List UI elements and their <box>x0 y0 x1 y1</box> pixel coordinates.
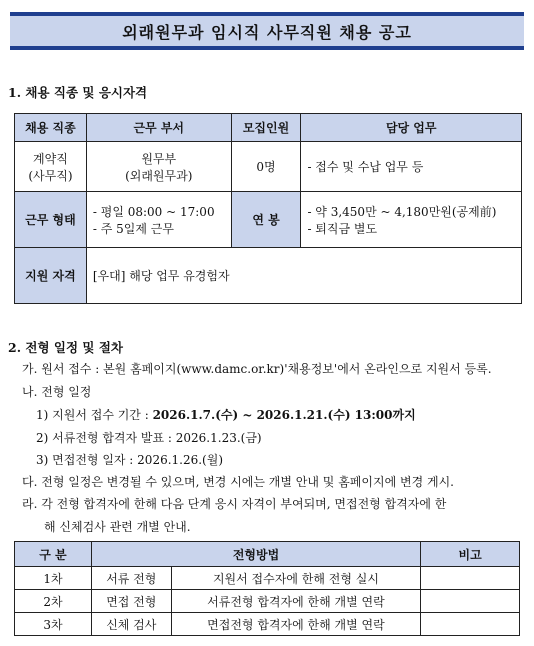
table-row <box>15 590 520 613</box>
schedule-item-1 <box>36 406 416 423</box>
header-count: 모집인원 <box>231 114 301 142</box>
note-cell <box>421 590 520 613</box>
stage-cell: 2차 <box>15 590 92 613</box>
schedule-item-1-date: 2026.1.7.(수) ~ 2026.1.21.(수) 13:00까지 <box>152 408 416 422</box>
header-dept: 근무 부서 <box>86 114 231 142</box>
header-method: 전형방법 <box>91 542 420 567</box>
job-cell <box>15 142 87 192</box>
salary-cell <box>301 192 522 248</box>
salary-line: - 퇴직금 별도 <box>307 221 378 236</box>
stage-cell: 1차 <box>15 567 92 590</box>
dept-cell <box>86 142 231 192</box>
qualification-label: 지원 자격 <box>15 248 87 304</box>
title-banner <box>10 12 524 50</box>
table-row <box>15 142 522 192</box>
header-job: 채용 직종 <box>15 114 87 142</box>
desc-cell: 면접전형 합격자에 한해 개별 연락 <box>171 613 420 636</box>
desc-cell: 지원서 접수자에 한해 전형 실시 <box>171 567 420 590</box>
dept-line: (외래원무과) <box>125 168 193 183</box>
page-title: 외래원무과 임시직 사무직원 채용 공고 <box>122 22 412 42</box>
type-cell: 면접 전형 <box>91 590 171 613</box>
stage-cell: 3차 <box>15 613 92 636</box>
work-type-cell <box>86 192 231 248</box>
recruitment-table <box>14 113 522 304</box>
item-na: 나. 전형 일정 <box>22 385 92 399</box>
work-type-label: 근무 형태 <box>15 192 87 248</box>
section1-heading: 1. 채용 직종 및 응시자격 <box>8 85 148 100</box>
job-line: 계약직 <box>33 151 68 166</box>
table-row <box>15 613 520 636</box>
table-row <box>15 248 522 304</box>
item-da: 다. 전형 일정은 변경될 수 있으며, 변경 시에는 개별 안내 및 홈페이지에 변경 게시. <box>22 475 454 489</box>
type-cell: 신체 검사 <box>91 613 171 636</box>
section2-heading: 2. 전형 일정 및 절차 <box>8 340 123 355</box>
salary-label: 연 봉 <box>231 192 301 248</box>
job-line: (사무직) <box>28 168 73 183</box>
qualification-cell: [우대] 해당 업무 유경험자 <box>86 248 521 304</box>
note-cell <box>421 567 520 590</box>
work-line: - 평일 08:00 ~ 17:00 <box>92 204 215 219</box>
dept-line: 원무부 <box>141 151 177 166</box>
item-ra-cont: 해 신체검사 관련 개별 안내. <box>44 520 191 534</box>
process-table-header <box>15 542 520 567</box>
schedule-item-1-label: 1) 지원서 접수 기간 : <box>36 408 153 422</box>
item-ra: 라. 각 전형 합격자에 한해 다음 단계 응시 자격이 부여되며, 면접전형 합격자에 한 <box>22 497 447 511</box>
duty-cell: - 접수 및 수납 업무 등 <box>301 142 522 192</box>
schedule-item-2: 2) 서류전형 합격자 발표 : 2026.1.23.(금) <box>36 431 262 445</box>
schedule-item-3: 3) 면접전형 일자 : 2026.1.26.(월) <box>36 453 224 467</box>
count-cell: 0명 <box>231 142 301 192</box>
table-row <box>15 567 520 590</box>
header-stage: 구 분 <box>15 542 92 567</box>
desc-cell: 서류전형 합격자에 한해 개별 연락 <box>171 590 420 613</box>
work-line: - 주 5일제 근무 <box>92 221 174 236</box>
note-cell <box>421 613 520 636</box>
type-cell: 서류 전형 <box>91 567 171 590</box>
table-row <box>15 192 522 248</box>
header-duty: 담당 업무 <box>301 114 522 142</box>
item-ga: 가. 원서 접수 : 본원 홈페이지(www.damc.or.kr)'채용정보'에서 온라인으로 지원서 등록. <box>22 362 492 376</box>
header-note: 비고 <box>421 542 520 567</box>
salary-line: - 약 3,450만 ~ 4,180만원(공제前) <box>307 204 497 219</box>
recruitment-table-header <box>15 114 522 142</box>
process-table <box>14 541 520 636</box>
